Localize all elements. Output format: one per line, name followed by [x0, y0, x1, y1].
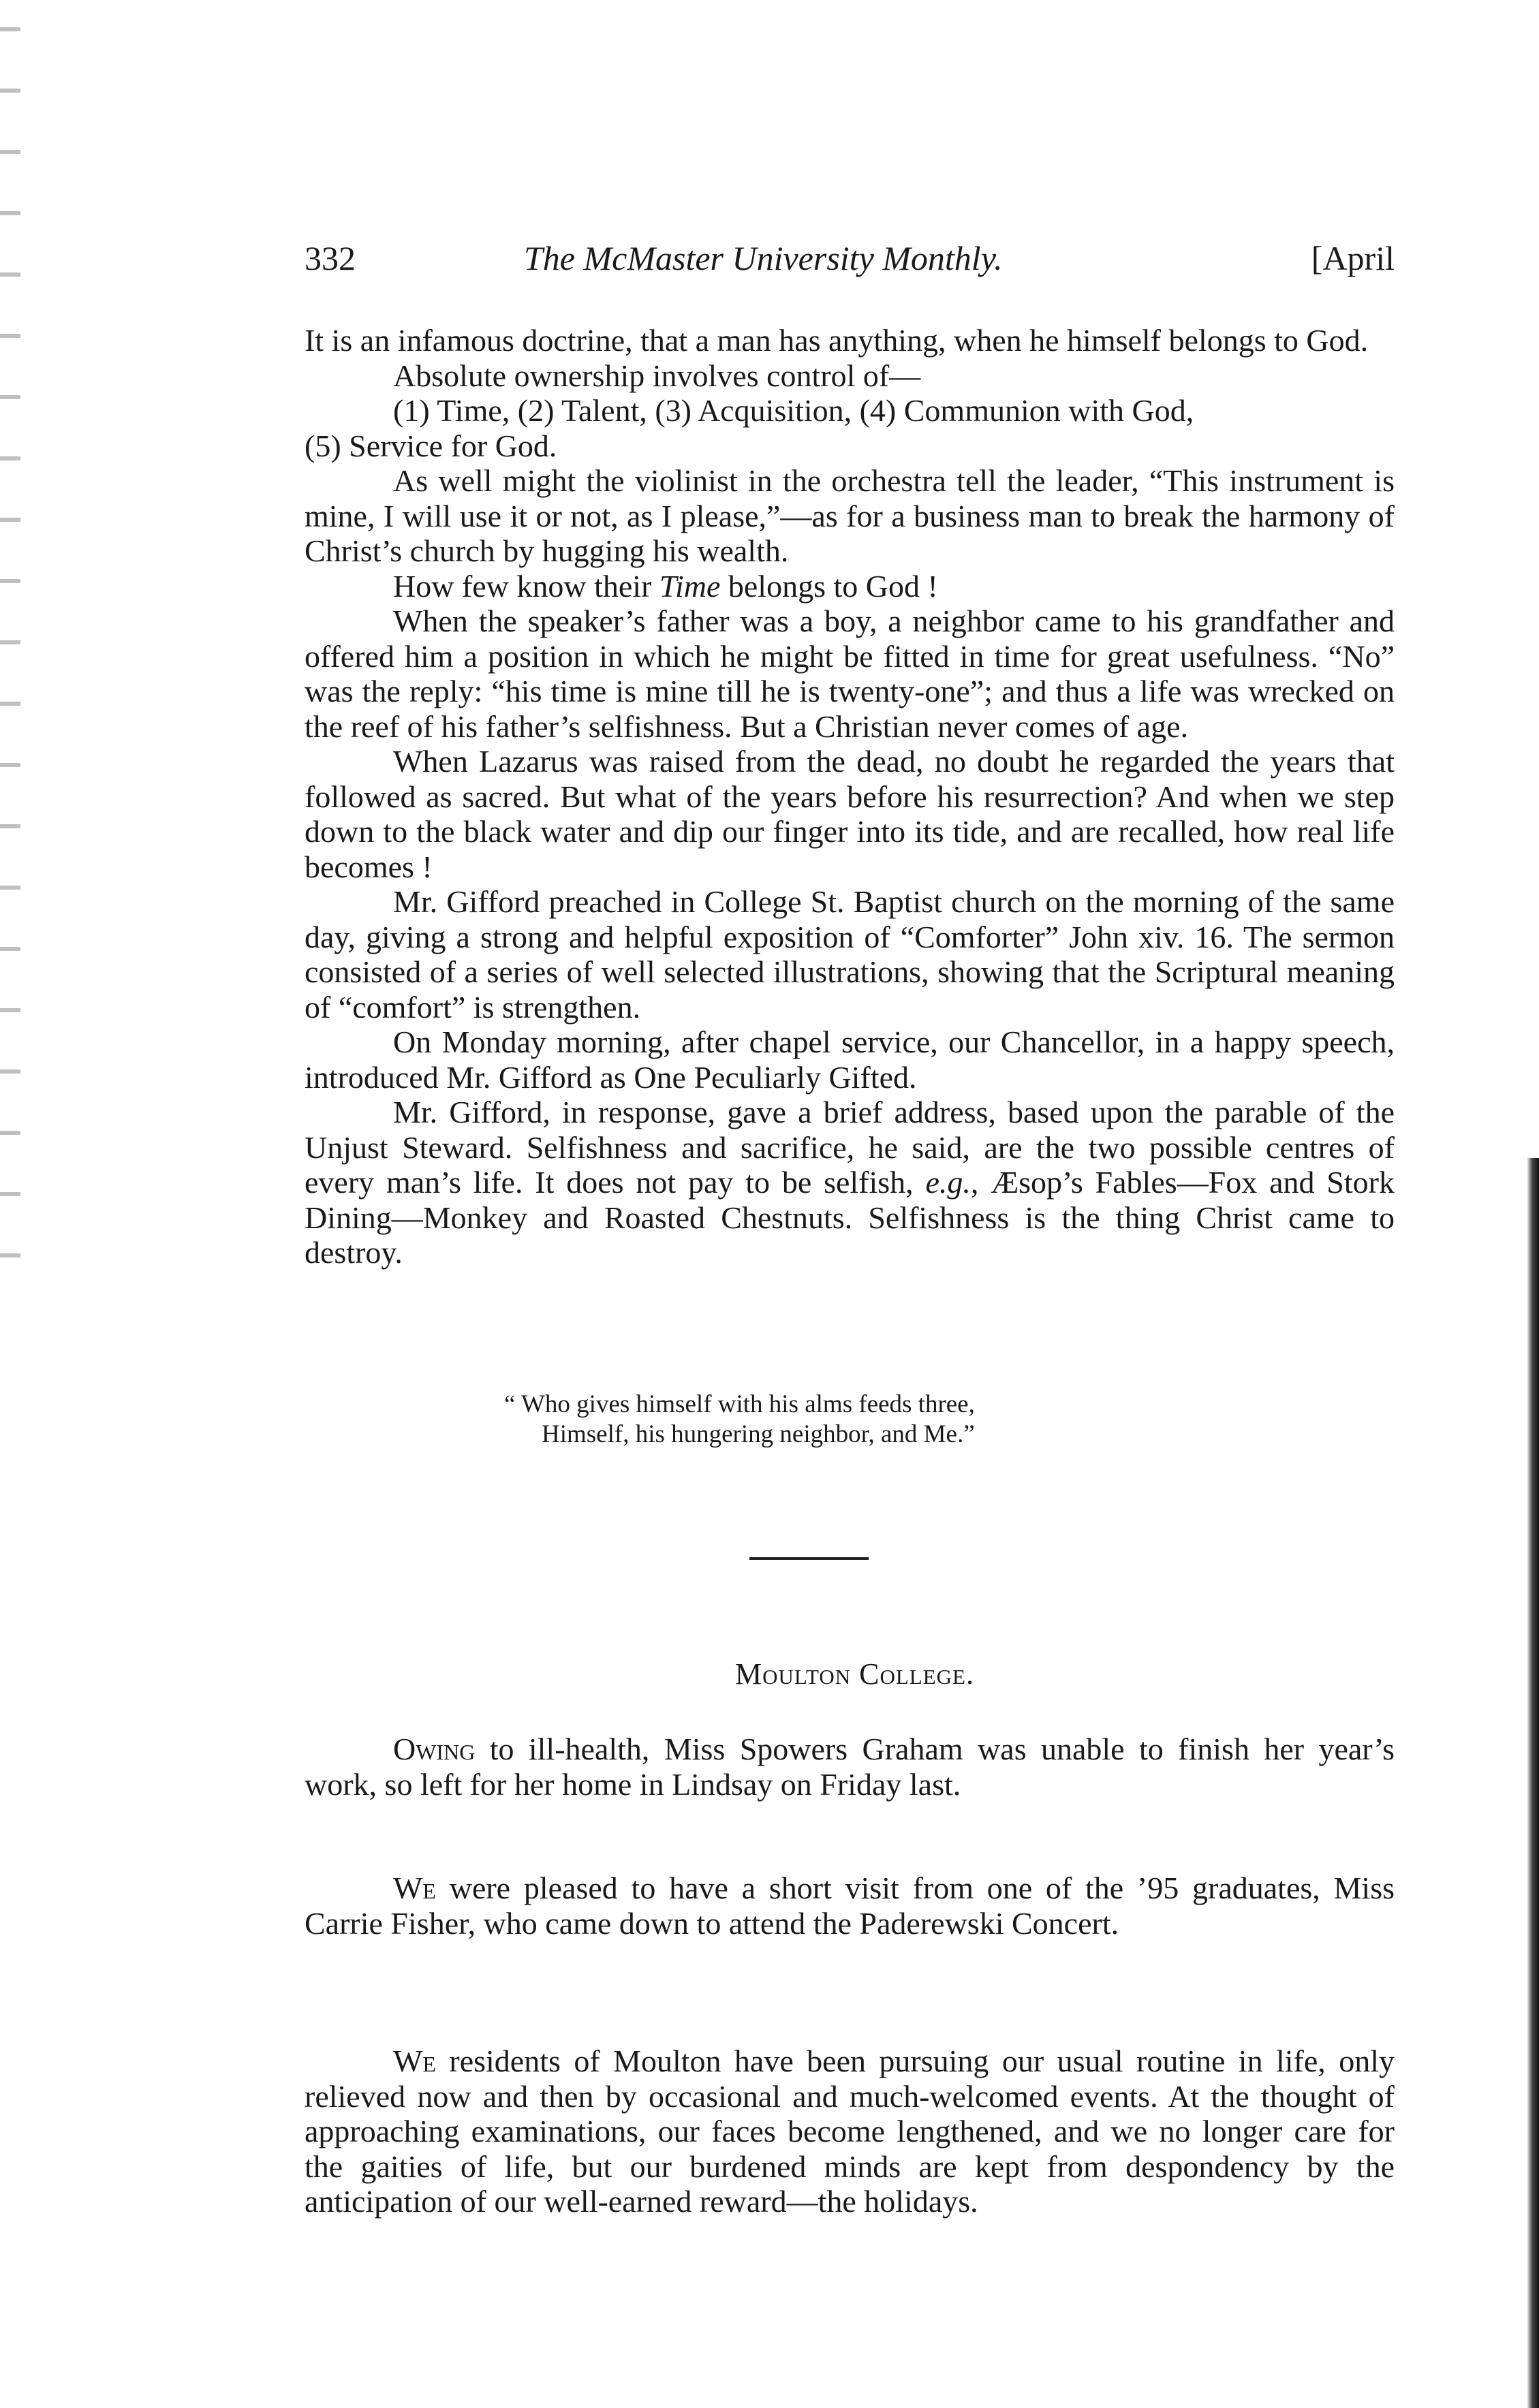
- issue-month: [April: [1311, 239, 1395, 277]
- paragraph: We residents of Moulton have been pursuing our usual routine in life, only relieved now and then by occasional and much-welcomed events. At the thought of approaching examinations, our faces become lengthened, and we no longer care for the gaities of life, but our burdened minds are kept from despondency by the anticipation of our well-earned reward—the holidays.: [305, 2044, 1395, 2219]
- paragraph: We were pleased to have a short visit from one of the ’95 graduates, Miss Carrie Fisher, who came down to attend the Paderewski Concert.: [305, 1871, 1395, 1941]
- paragraph: When the speaker’s father was a boy, a neighbor came to his grandfather and offered him a position in which he might be fitted in time for great usefulness. “No” was the reply: “his time is mine till he is twenty-one”; and thus a life was wrecked on the reef of his father’s selfishness. But a Christian never comes of age.: [305, 604, 1395, 744]
- section-heading: Moulton College.: [734, 1657, 974, 1691]
- paragraph: Mr. Gifford preached in College St. Baptist church on the morning of the same day, giving a strong and helpful exposition of “Comforter” John xiv. 16. The sermon consisted of a series of well selected illustrations, showing that the Scriptural meaning of “comfort” is strengthen.: [305, 884, 1395, 1025]
- paragraph: Absolute ownership involves control of—: [393, 358, 921, 393]
- moulton-note: [305, 1732, 1395, 1802]
- verse-line: “ Who gives himself with his alms feeds three,: [504, 1390, 975, 1418]
- emphasis: e.g.: [925, 1165, 971, 1200]
- paragraph: Mr. Gifford, in response, gave a brief address, based upon the parable of the Unjust Steward. Selfishness and sacrifice, he said, are the two possible centres of every man’s life. It does not pay to be selfish, e.g., Æsop’s Fables—Fox and Stork Dining—Monkey and Roasted Chestnuts. Selfishness is the thing Christ came to destroy.: [305, 1095, 1395, 1270]
- scan-edge-strip: [1527, 1158, 1539, 2408]
- moulton-note: [305, 2044, 1395, 2219]
- paragraph: On Monday morning, after chapel service, our Chancellor, in a happy speech, introduced Mr. Gifford as One Peculiarly Gifted.: [305, 1025, 1395, 1095]
- lead-word: Owing: [393, 1732, 476, 1766]
- lead-word: We: [393, 1871, 436, 1905]
- section-divider: [749, 1557, 869, 1560]
- paragraph: It is an infamous doctrine, that a man has anything, when he himself belongs to God.: [305, 323, 1369, 358]
- running-header: [305, 238, 1395, 286]
- paragraph: As well might the violinist in the orchestra tell the leader, “This instrument is mine, I will use it or not, as I please,”—as for a business man to break the harmony of Christ’s church by hugging his wealth.: [305, 463, 1395, 568]
- verse-quote: [504, 1390, 975, 1450]
- ownership-list: (1) Time, (2) Talent, (3) Acquisition, (4) Communion with God,: [393, 393, 1194, 428]
- paragraph: Owing to ill-health, Miss Spowers Graham was unable to finish her year’s work, so left for her home in Lindsay on Friday last.: [305, 1732, 1395, 1802]
- paragraph: How few know their Time belongs to God !: [393, 568, 938, 604]
- page-number: 332: [305, 239, 356, 277]
- article-body: [305, 323, 1395, 1270]
- verse-line: Himself, his hungering neighbor, and Me.”: [542, 1420, 975, 1448]
- moulton-note: [305, 1871, 1395, 1941]
- paragraph: When Lazarus was raised from the dead, no doubt he regarded the years that followed as sacred. But what of the years before his resurrection? And when we step down to the black water and dip our finger into its tide, and are recalled, how real life becomes !: [305, 744, 1395, 884]
- binding-edge-marks: [0, 0, 20, 1294]
- emphasis: Time: [659, 568, 721, 604]
- ownership-list-continued: (5) Service for God.: [305, 428, 557, 463]
- lead-word: We: [393, 2044, 436, 2078]
- journal-title: The McMaster University Monthly.: [524, 239, 1003, 277]
